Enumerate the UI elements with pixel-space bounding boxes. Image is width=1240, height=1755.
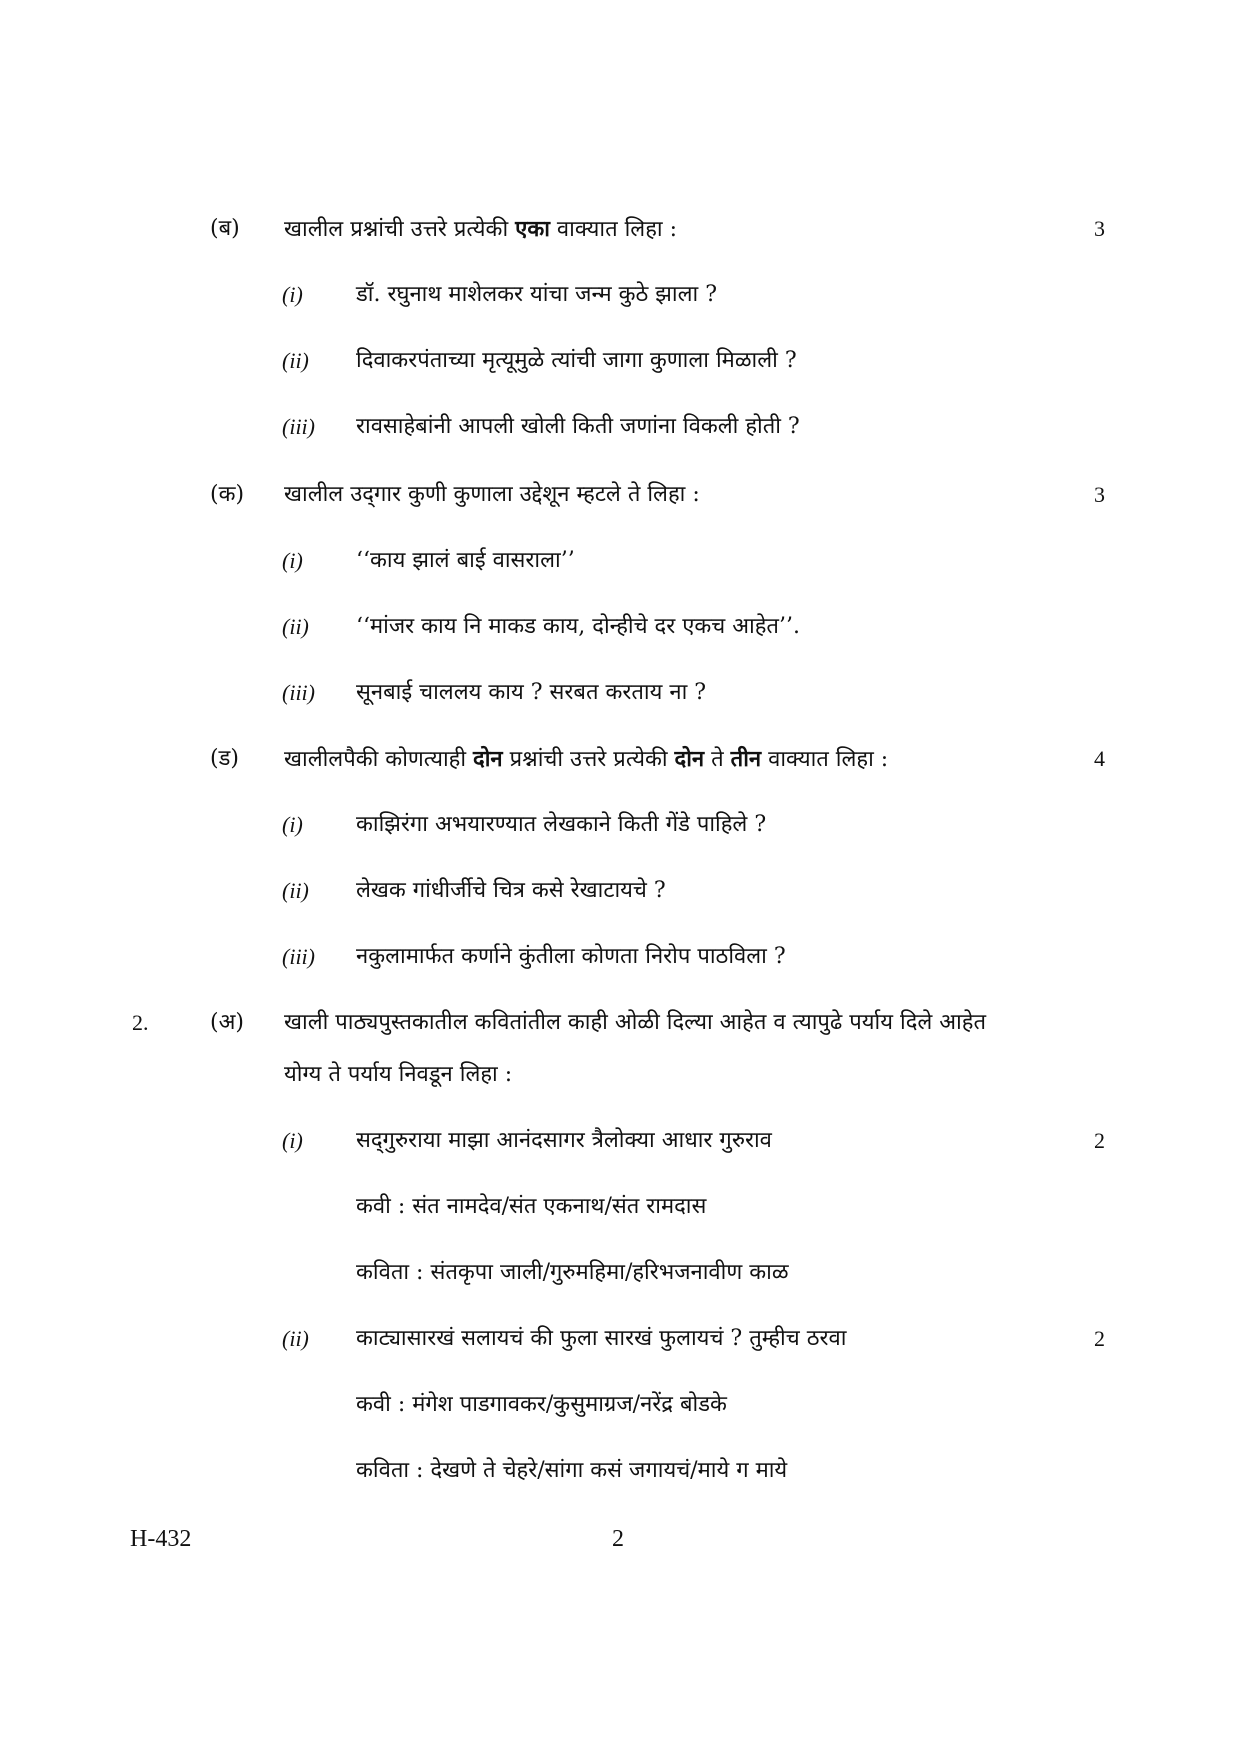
question-text: नकुलामार्फत कर्णाने कुंतीला कोणता निरोप पाठविला ? bbox=[356, 944, 786, 969]
question-number: (i) bbox=[282, 548, 303, 573]
instr-text: खालीलपैकी कोणत्याही bbox=[284, 747, 474, 772]
question-number: (ii) bbox=[282, 1326, 309, 1351]
question-number: (i) bbox=[282, 1128, 303, 1153]
section-d-instruction bbox=[284, 744, 888, 775]
poem-line: सद्‌गुरुराया माझा आनंदसागर त्रैलोक्या आधार गुरुराव bbox=[356, 1128, 772, 1153]
question-text: डॉ. रघुनाथ माशेलकर यांचा जन्म कुठे झाला ? bbox=[356, 282, 718, 307]
poem-options: कविता : देखणे ते चेहरे/सांगा कसं जगायचं/माये ग माये bbox=[356, 1458, 788, 1483]
question-text: ‘‘काय झालं बाई वासराला’’ bbox=[356, 548, 575, 573]
question-text: दिवाकरपंताच्या मृत्यूमुळे त्यांची जागा कुणाला मिळाली ? bbox=[356, 348, 797, 373]
poet-options: कवी : मंगेश पाडगावकर/कुसुमाग्रज/नरेंद्र बोडके bbox=[356, 1392, 727, 1417]
question-text: लेखक गांधीर्जीचे चित्र कसे रेखाटायचे ? bbox=[356, 878, 666, 903]
section-d-label: (ड) bbox=[210, 746, 239, 771]
section-a-instruction-line2: योग्य ते पर्याय निवडून लिहा : bbox=[284, 1062, 513, 1087]
section-a-instruction-line1: खाली पाठ्यपुस्तकातील कवितांतील काही ओळी दिल्या आहेत व त्यापुढे पर्याय दिले आहेत bbox=[284, 1010, 986, 1035]
question-text: रावसाहेबांनी आपली खोली किती जणांना विकली होती ? bbox=[356, 414, 800, 439]
paper-code: H-432 bbox=[130, 1526, 192, 1552]
poem-options: कविता : संतकृपा जाली/गुरुमहिमा/हरिभजनावीण काळ bbox=[356, 1260, 789, 1285]
instr-text: वाक्यात लिहा : bbox=[761, 747, 889, 772]
question-text: काझिरंगा अभयारण्यात लेखकाने किती गेंडे पाहिले ? bbox=[356, 812, 767, 837]
instr-text: प्रश्नांची उत्तरे प्रत्येकी bbox=[502, 747, 675, 772]
section-k-label: (क) bbox=[210, 482, 245, 507]
section-b-label: (ब) bbox=[210, 216, 240, 241]
section-k-marks: 3 bbox=[1094, 482, 1105, 507]
instr-text: ते bbox=[704, 747, 731, 772]
item-marks: 2 bbox=[1094, 1128, 1105, 1153]
question-number: (iii) bbox=[282, 414, 315, 439]
instr-emphasis: तीन bbox=[730, 746, 762, 772]
section-b-marks: 3 bbox=[1094, 216, 1105, 241]
question-number: (ii) bbox=[282, 614, 309, 639]
section-b-instruction bbox=[284, 214, 677, 245]
page-number: 2 bbox=[612, 1526, 624, 1552]
question-number: (i) bbox=[282, 812, 303, 837]
instr-emphasis: दोन bbox=[674, 746, 705, 772]
question-number: (iii) bbox=[282, 680, 315, 705]
item-marks: 2 bbox=[1094, 1326, 1105, 1351]
question-number: (ii) bbox=[282, 878, 309, 903]
instr-emphasis: एका bbox=[515, 216, 550, 242]
question-text: ‘‘मांजर काय नि माकड काय, दोन्हीचे दर एकच आहेत’’. bbox=[356, 614, 800, 639]
question-number: (i) bbox=[282, 282, 303, 307]
section-d-marks: 4 bbox=[1094, 746, 1105, 771]
question-number: (iii) bbox=[282, 944, 315, 969]
question-text: सूनबाई चाललय काय ? सरबत करताय ना ? bbox=[356, 680, 707, 705]
instr-text: खालील प्रश्नांची उत्तरे प्रत्येकी bbox=[284, 217, 516, 242]
instr-text: वाक्यात लिहा : bbox=[549, 217, 678, 242]
question-number: (ii) bbox=[282, 348, 309, 373]
poet-options: कवी : संत नामदेव/संत एकनाथ/संत रामदास bbox=[356, 1194, 707, 1219]
instr-emphasis: दोन bbox=[473, 746, 503, 772]
section-a-label: (अ) bbox=[210, 1010, 244, 1035]
question-2-number: 2. bbox=[132, 1010, 149, 1035]
poem-line: काट्यासारखं सलायचं की फुला सारखं फुलायचं ? तुम्हीच ठरवा bbox=[356, 1326, 847, 1351]
section-k-instruction: खालील उद्‌गार कुणी कुणाला उद्देशून म्हटले ते लिहा : bbox=[284, 482, 700, 507]
